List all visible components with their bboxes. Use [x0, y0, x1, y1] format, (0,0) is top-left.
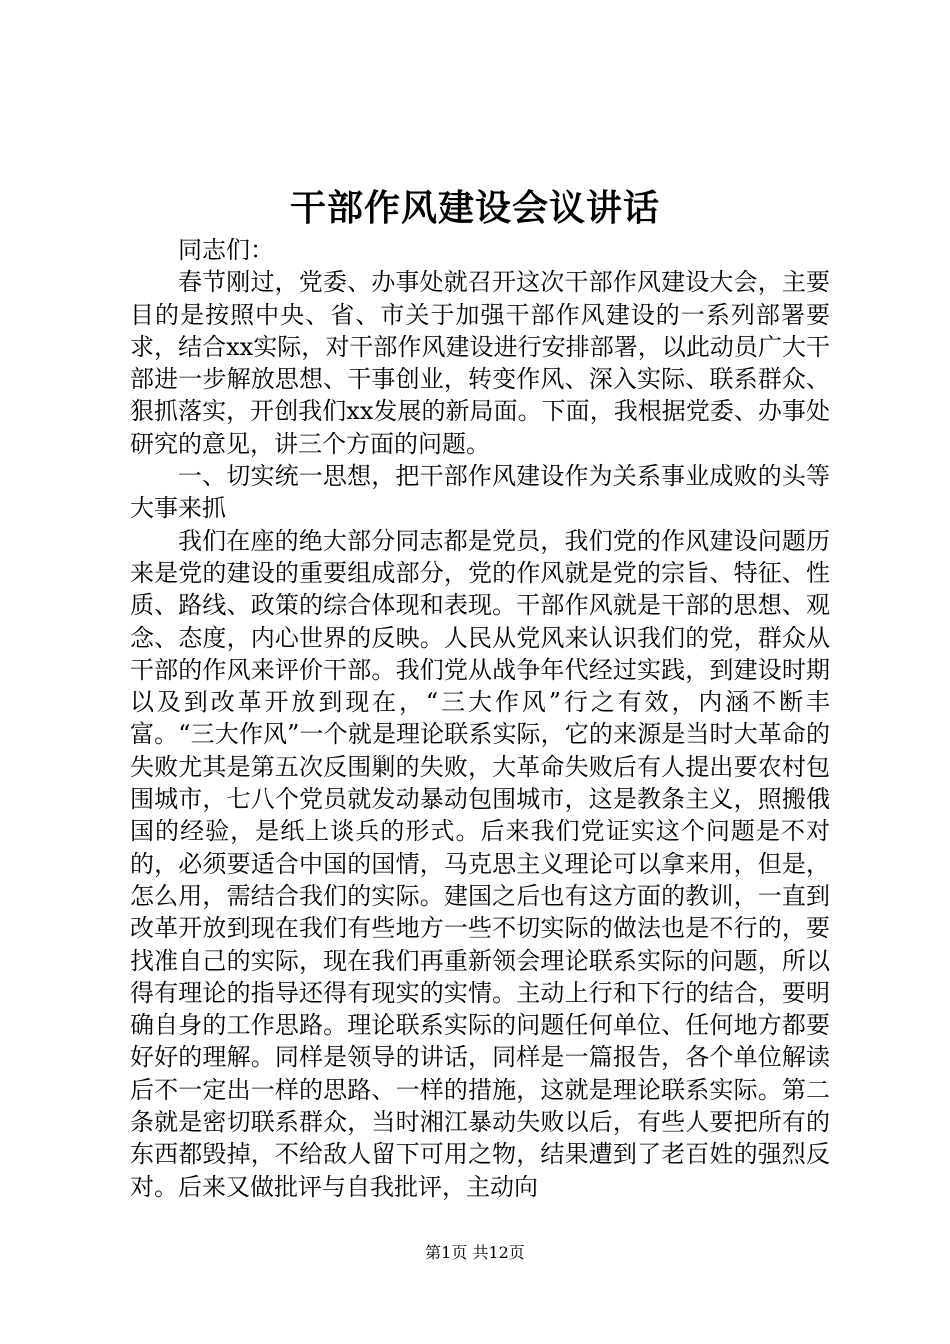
section-heading-1: 一、切实统一思想，把干部作风建设作为关系事业成败的头等大事来抓 [130, 462, 830, 523]
page-footer: 第1页 共12页 [425, 1243, 525, 1262]
intro-paragraph: 春节刚过，党委、办事处就召开这次干部作风建设大会，主要目的是按照中央、省、市关于加强干部作风建设的一系列部署要求，结合xx实际，对干部作风建设进行安排部署，以此动员广大干部进一步解放思想、干事创业，转变作风、深入实际、联系群众、狠抓落实，开创我们xx发展的新局面。下面，我根据党委、办事处研究的意见，讲三个方面的问题。 [130, 268, 830, 458]
document-title: 干部作风建设会议讲话 [289, 187, 660, 229]
document-body [130, 234, 830, 1203]
body-paragraph: 我们在座的绝大部分同志都是党员，我们党的作风建设问题历来是党的建设的重要组成部分，党的作风就是党的宗旨、特征、性质、路线、政策的综合体现和表现。干部作风就是干部的思想、观念、态度，内心世界的反映。人民从党风来认识我们的党，群众从干部的作风来评价干部。我们党从战争年代经过实践，到建设时期以及到改革开放到现在，“三大作风”行之有效，内涵不断丰富。“三大作风”一个就是理论联系实际，它的来源是当时大革命的失败尤其是第五次反围剿的失败，大革命失败后有人提出要农村包围城市，七八个党员就发动暴动包围城市，这是教条主义，照搬俄国的经验，是纸上谈兵的形式。后来我们党证实这个问题是不对的，必须要适合中国的国情，马克思主义理论可以拿来用，但是，怎么用，需结合我们的实际。建国之后也有这方面的教训，一直到改革开放到现在我们有些地方一些不切实际的做法也是不行的，要找准自己的实际，现在我们再重新领会理论联系实际的问题，所以得有理论的指导还得有现实的实情。主动上行和下行的结合，要明确自身的工作思路。理论联系实际的问题任何单位、任何地方都要好好的理解。同样是领导的讲话，同样是一篇报告，各个单位解读后不一定出一样的思路、一样的措施，这就是理论联系实际。第二条就是密切联系群众，当时湘江暴动失败以后，有些人要把所有的东西都毁掉，不给敌人留下可用之物，结果遭到了老百姓的强烈反对。后来又做批评与自我批评，主动向 [130, 526, 830, 1201]
salutation-paragraph: 同志们： [178, 236, 274, 264]
